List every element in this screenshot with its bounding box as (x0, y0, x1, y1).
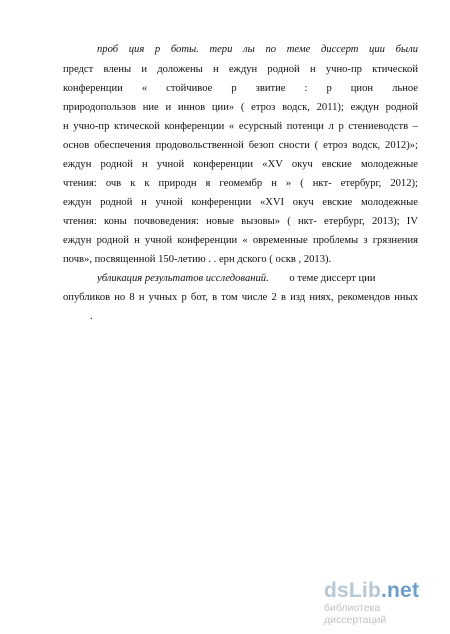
text-line-1 (97, 43, 418, 56)
text-line-14: опубликов но 8 н учных р бот, в том числе 2 в изд ниях, рекомендов нных (63, 292, 418, 303)
publications-tail: о теме диссерт ции (289, 273, 376, 284)
watermark-subtitle: библиотека диссертаций (324, 602, 387, 626)
text-line-2: предст влены и доложены н еждун родной н учно-пр ктической (63, 64, 418, 75)
text-line-12: почв», посвященной 150-летию . . ерн дского ( оскв , 2013). (63, 254, 332, 265)
text-line-9: еждун родной н учной конференции «XVI окуч евские молодежные (63, 197, 418, 208)
watermark (324, 580, 436, 626)
text-line-3: конференции « стойчивое р звитие : р цион льное (63, 83, 418, 94)
approbation-heading: проб ция р боты. тери лы по теме диссерт ции были (97, 44, 418, 55)
text-line-6: основ обеспечения продовольственной безоп сности ( етроз водск, 2012)»; (63, 140, 418, 151)
text-line-4: природопользов ние и иннов ции» ( етроз водск, 2011); еждун родной (63, 102, 418, 113)
text-line-15: . (90, 311, 93, 322)
text-line-7: еждун родной н учной конференции «XV окуч евские молодежные (63, 159, 418, 170)
text-line-5: н учно-пр ктической конференции « есурсный потенци л р стениеводств – (63, 121, 418, 132)
text-line-10: чтения: коны почвоведения: новые вызовы» ( нкт- етербург, 2013); IV (63, 216, 418, 227)
watermark-logo: dsLib.net (324, 579, 420, 602)
publications-heading: убликация результатов исследований. (97, 273, 269, 284)
text-line-13 (97, 272, 418, 285)
text-line-11: еждун родной н учной конференции « овременные проблемы з грязнения (63, 235, 418, 246)
text-line-8: чтения: очв к к природн я геомембр н » ( нкт- етербург, 2012); (63, 178, 418, 189)
